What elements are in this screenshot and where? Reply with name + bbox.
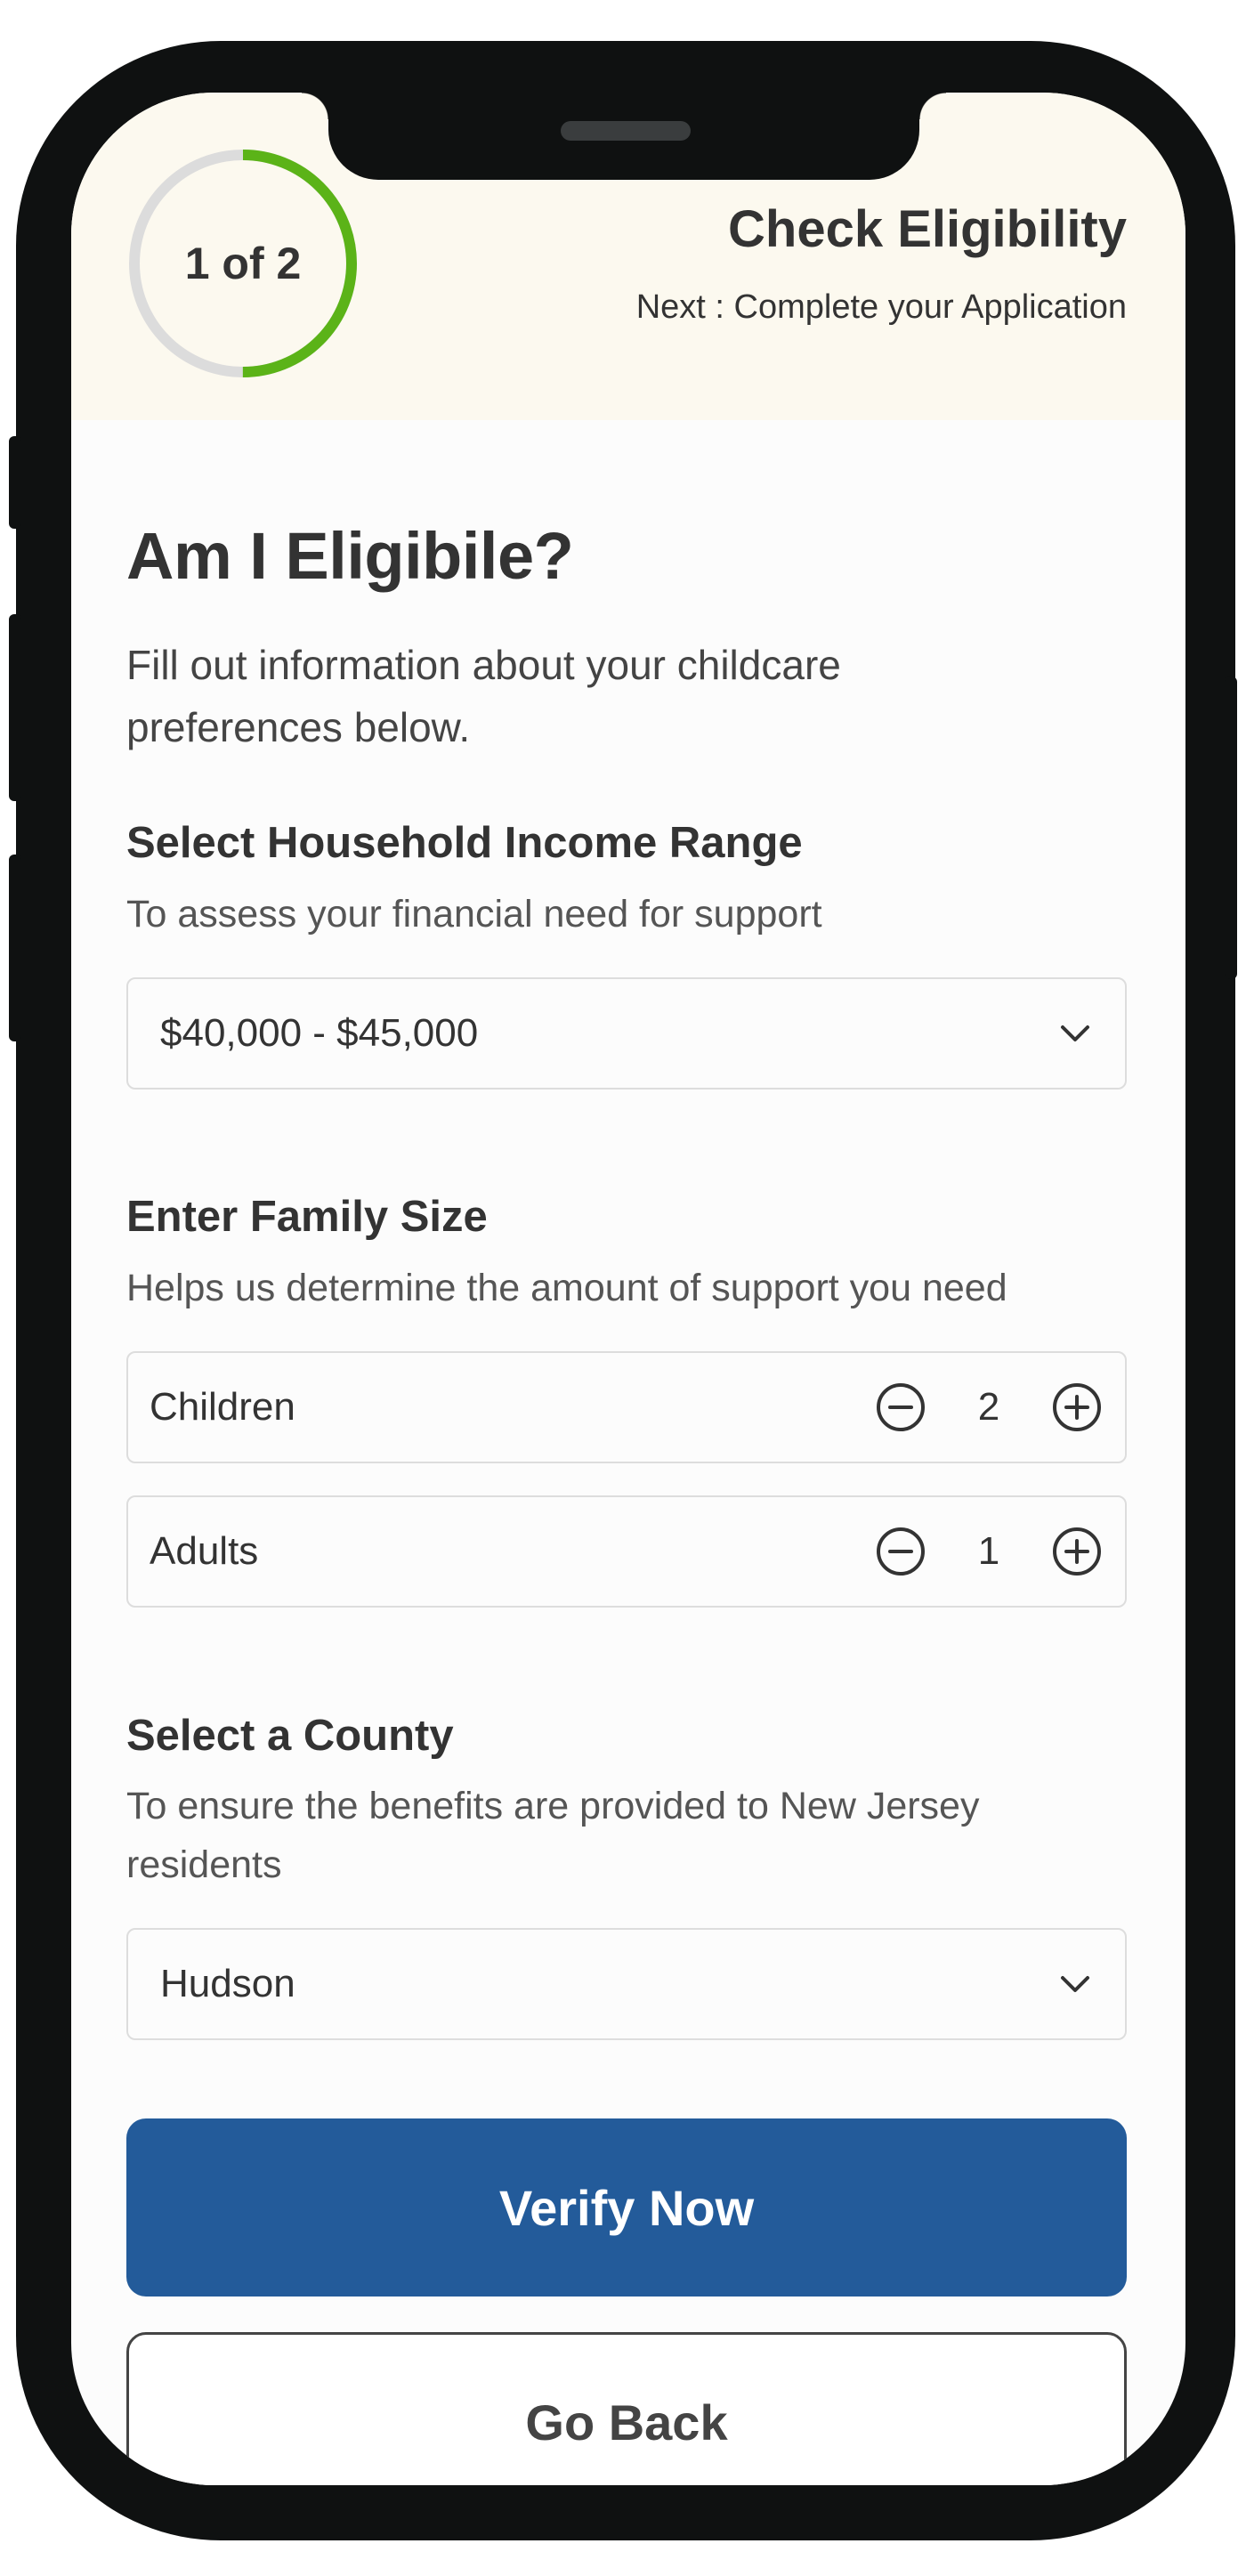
chevron-down-icon [1057,1016,1093,1051]
county-section-subtitle: To ensure the benefits are provided to New Jersey residents [126,1785,980,1886]
phone-side-button [1225,676,1237,979]
device-speaker [561,121,691,141]
minus-circle-icon[interactable] [874,1381,927,1434]
income-range-select[interactable] [126,977,1127,1090]
chevron-down-icon [1057,1966,1093,2002]
family-section-title: Enter Family Size [126,1193,488,1241]
page-title: Am I Eligibile? [126,519,574,593]
county-value: Hudson [160,1962,295,2005]
verify-now-button[interactable]: Verify Now [126,2118,1127,2297]
income-section-title: Select Household Income Range [126,819,803,867]
plus-circle-icon[interactable] [1050,1525,1104,1578]
progress-step-label: 1 of 2 [184,239,302,288]
children-label: Children [150,1385,295,1429]
income-range-value: $40,000 - $45,000 [160,1011,479,1055]
minus-circle-icon[interactable] [874,1525,927,1578]
go-back-button[interactable]: Go Back [126,2332,1127,2485]
phone-side-button [9,855,21,1041]
children-count: 2 [977,1385,1000,1429]
step-title: Check Eligibility [728,200,1127,258]
income-section-subtitle: To assess your financial need for support [126,893,822,936]
phone-side-button [9,614,21,801]
family-section-subtitle: Helps us determine the amount of support you need [126,1267,1007,1309]
adults-stepper [126,1495,1127,1608]
page-description: Fill out information about your childcare preferences below. [126,642,841,750]
adults-label: Adults [150,1529,259,1573]
county-select[interactable] [126,1928,1127,2040]
next-step-text: Next : Complete your Application [635,288,1127,326]
adults-count: 1 [977,1529,1000,1573]
phone-side-button [9,436,21,529]
plus-circle-icon[interactable] [1050,1381,1104,1434]
app-screen [71,93,1185,2485]
county-section-title: Select a County [126,1712,454,1760]
children-stepper [126,1351,1127,1463]
